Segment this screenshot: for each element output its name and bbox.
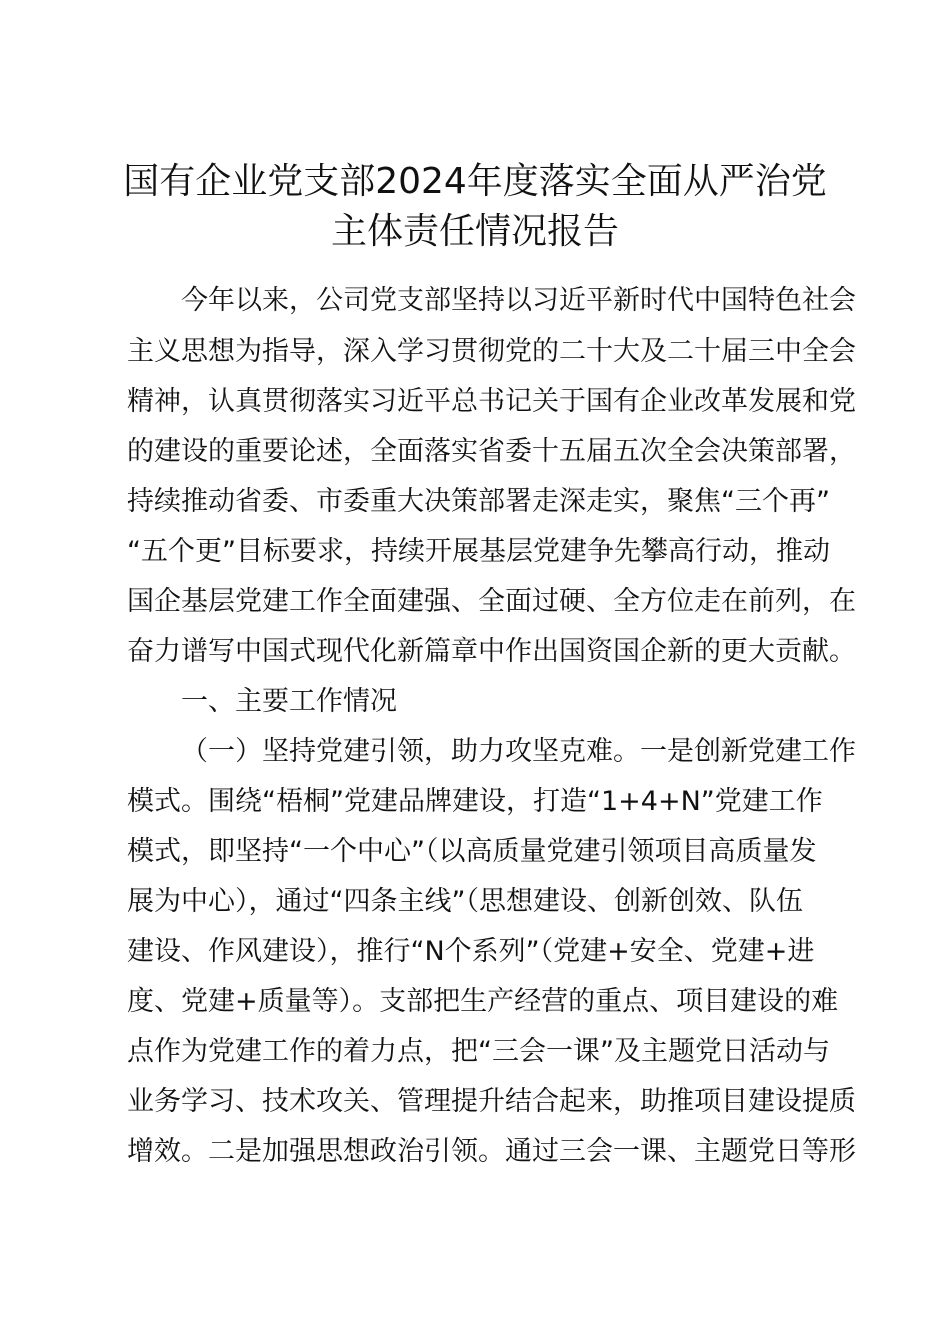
paragraph-section1-line-4: 展为中心），通过“四条主线”（思想建设、创新创效、队伍 <box>127 886 803 917</box>
paragraph-intro-line-7: 国企基层党建工作全面建强、全面过硬、全方位走在前列，在 <box>127 586 856 617</box>
paragraph-intro-line-4: 的建设的重要论述，全面落实省委十五届五次全会决策部署， <box>127 436 856 467</box>
paragraph-intro-line-5: 持续推动省委、市委重大决策部署走深走实，聚焦“三个再” <box>127 486 830 517</box>
document-title-line-2: 主体责任情况报告 <box>330 211 619 252</box>
paragraph-intro-line-2: 主义思想为指导，深入学习贯彻党的二十大及二十届三中全会 <box>127 336 856 367</box>
paragraph-section1-line-3: 模式，即坚持“一个中心”（以高质量党建引领项目高质量发 <box>127 836 817 867</box>
paragraph-section1-line-5: 建设、作风建设），推行“N个系列”（党建+安全、党建+进 <box>127 936 815 967</box>
paragraph-section1-line-6: 度、党建+质量等）。支部把生产经营的重点、项目建设的难 <box>127 986 839 1017</box>
paragraph-intro-line-8: 奋力谱写中国式现代化新篇章中作出国资国企新的更大贡献。 <box>127 636 856 667</box>
paragraph-section1-line-1: （一）坚持党建引领，助力攻坚克难。一是创新党建工作 <box>181 736 856 767</box>
paragraph-section1-line-2: 模式。围绕“梧桐”党建品牌建设，打造“1+4+N”党建工作 <box>127 786 823 817</box>
paragraph-section1-line-8: 业务学习、技术攻关、管理提升结合起来，助推项目建设提质 <box>127 1086 856 1117</box>
document-title-line-1: 国有企业党支部2024年度落实全面从严治党 <box>123 161 827 202</box>
paragraph-section1-line-7: 点作为党建工作的着力点，把“三会一课”及主题党日活动与 <box>127 1036 830 1067</box>
section-heading: 一、主要工作情况 <box>181 686 397 717</box>
paragraph-section1-line-9: 增效。二是加强思想政治引领。通过三会一课、主题党日等形 <box>127 1136 856 1167</box>
paragraph-intro-line-6: “五个更”目标要求，持续开展基层党建争先攀高行动，推动 <box>127 536 830 567</box>
paragraph-intro-line-1: 今年以来，公司党支部坚持以习近平新时代中国特色社会 <box>181 285 856 316</box>
paragraph-intro-line-3: 精神，认真贯彻落实习近平总书记关于国有企业改革发展和党 <box>127 386 856 417</box>
